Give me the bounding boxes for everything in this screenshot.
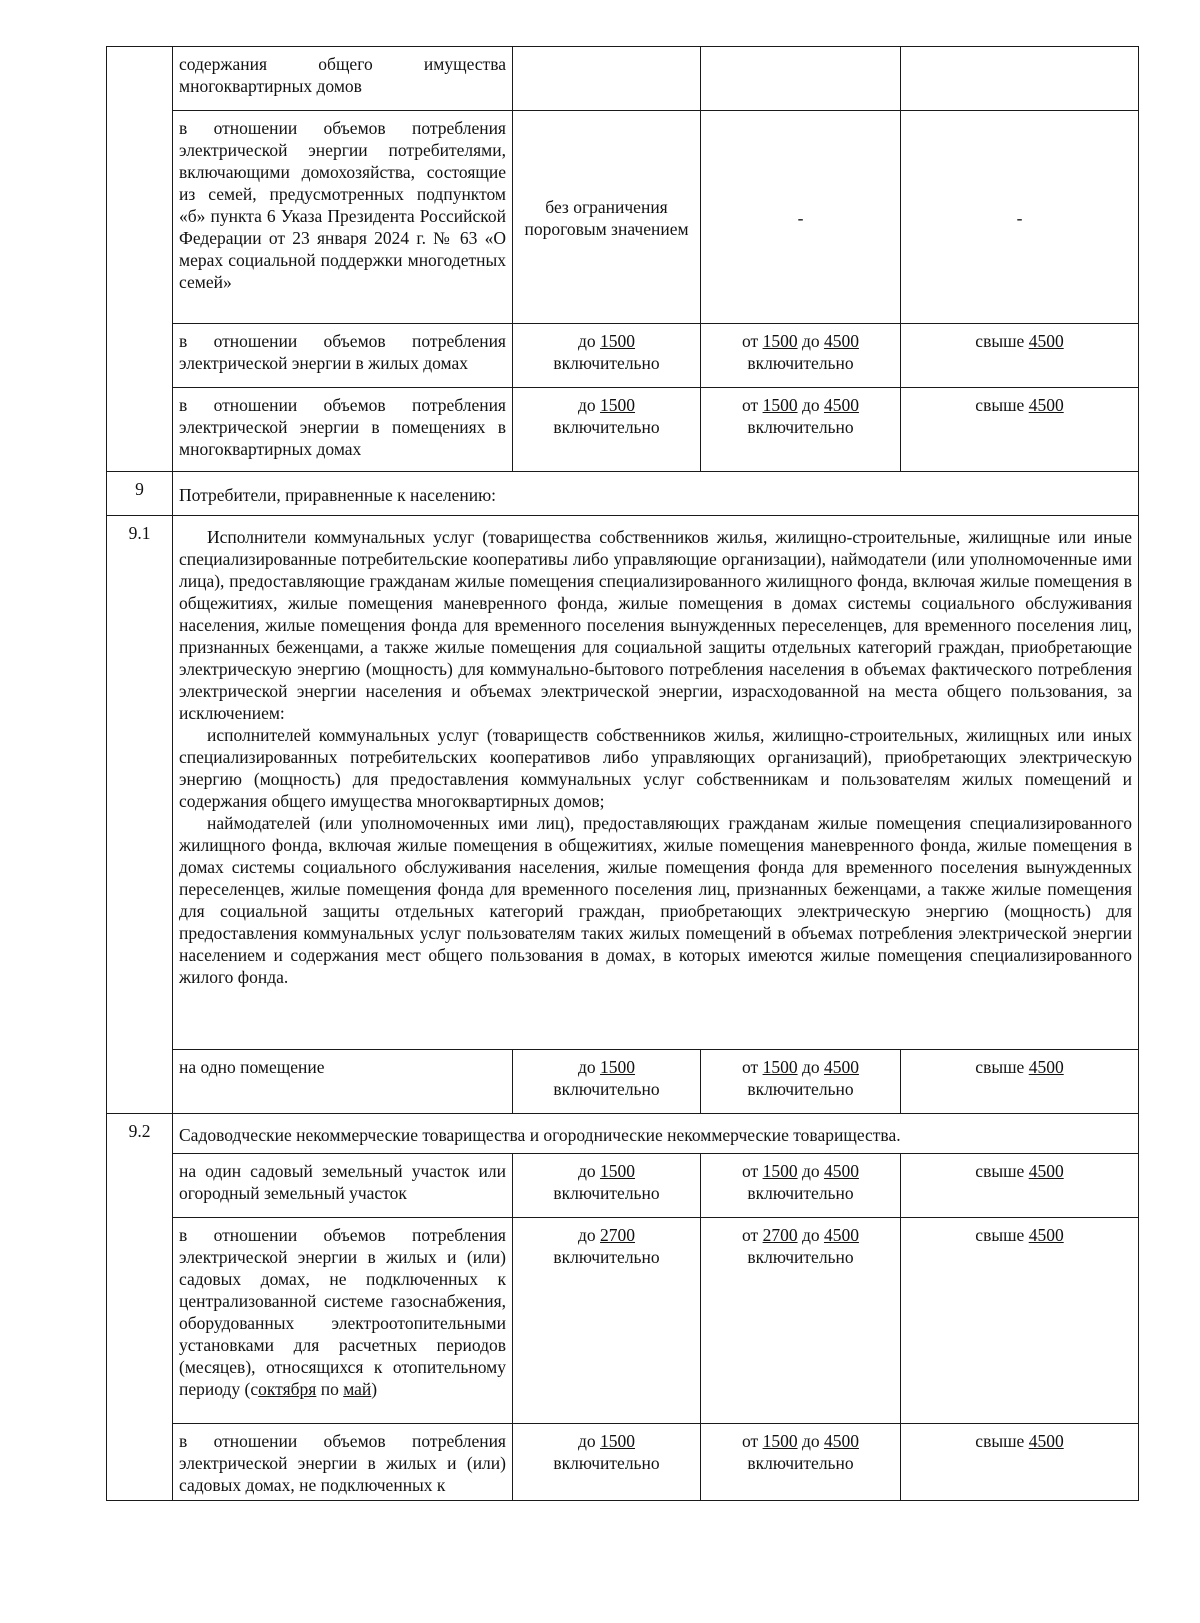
threshold-low-cell: до 1500 включительно: [513, 388, 701, 472]
row-text: на один садовый земельный участок или огородный земельный участок: [173, 1154, 513, 1218]
row-number: 9.1: [107, 516, 173, 1114]
threshold-mid-cell: -: [701, 111, 901, 324]
threshold-high-cell: свыше 4500: [901, 1424, 1139, 1501]
table-row: [107, 1050, 1139, 1114]
subsection-heading: Садоводческие некоммерческие товарищества и огороднические некоммерческие товарищества.: [173, 1114, 1139, 1154]
row-text: в отношении объемов потребления электрической энергии в жилых домах: [173, 324, 513, 388]
threshold-mid-cell: от 1500 до 4500 включительно: [701, 1154, 901, 1218]
threshold-high-cell: свыше 4500: [901, 1154, 1139, 1218]
threshold-low-cell: без ограничения пороговым значением: [513, 111, 701, 324]
threshold-mid-cell: от 2700 до 4500 включительно: [701, 1218, 901, 1424]
paragraph: исполнителей коммунальных услуг (товариществ собственников жилья, жилищно-строительных, жилищных или иных специализированных потребительских кооперативов либо управляющих организаций), приобретающих электрическую энергию (мощность) для предоставления коммунальных услуг собственникам и пользователям жилых помещений и содержания общего имущества многоквартирных домов;: [179, 725, 1132, 811]
threshold-high-cell: -: [901, 111, 1139, 324]
table-row: [107, 111, 1139, 324]
table-row: [107, 472, 1139, 516]
threshold-mid-cell: от 1500 до 4500 включительно: [701, 388, 901, 472]
threshold-mid-cell: от 1500 до 4500 включительно: [701, 1424, 901, 1501]
table-row: [107, 1114, 1139, 1154]
row-text: в отношении объемов потребления электрической энергии в жилых и (или) садовых домах, не подключенных к: [173, 1424, 513, 1501]
threshold-low-cell: до 1500 включительно: [513, 1154, 701, 1218]
table-row: [107, 516, 1139, 1050]
table-row: [107, 1154, 1139, 1218]
row-text: в отношении объемов потребления электрической энергии в жилых и (или) садовых домах, не подключенных к централизованной системе газоснабжения, оборудованных электроотопительными установками для расчетных периодов (месяцев), относящихся к отопительному периоду (соктября по май): [173, 1218, 513, 1424]
threshold-low-cell: до 1500 включительно: [513, 1424, 701, 1501]
table-row: [107, 324, 1139, 388]
row-description: [173, 516, 1139, 1050]
threshold-low-cell: до 2700 включительно: [513, 1218, 701, 1424]
threshold-low-cell: [513, 47, 701, 111]
table-row: [107, 1218, 1139, 1424]
row-text: на одно помещение: [173, 1050, 513, 1114]
threshold-low-cell: до 1500 включительно: [513, 1050, 701, 1114]
threshold-high-cell: [901, 47, 1139, 111]
row-number: 9: [107, 472, 173, 516]
tariff-thresholds-table: [106, 46, 1139, 1501]
paragraph: Исполнители коммунальных услуг (товарищества собственников жилья, жилищно-строительные, жилищные или иные специализированные потребительские кооперативы либо управляющие организации), наймодатели (или уполномоченные ими лица), предоставляющие гражданам жилые помещения специализированного жилищного фонда, включая жилые помещения в общежитиях, жилые помещения маневренного фонда, жилые помещения в домах системы социального обслуживания населения, жилые помещения фонда для временного поселения вынужденных переселенцев, для временного поселения лиц, признанных беженцами, а также жилые помещения для социальной защиты отдельных категорий граждан, приобретающие электрическую энергию (мощность) для коммунально-бытового потребления населения в объемах фактического потребления электрической энергии населения и объемах электрической энергии, израсходованной на места общего пользования, за исключением:: [179, 527, 1132, 723]
table-row: [107, 388, 1139, 472]
table-row: [107, 1424, 1139, 1501]
threshold-mid-cell: [701, 47, 901, 111]
threshold-low-cell: до 1500 включительно: [513, 324, 701, 388]
threshold-high-cell: свыше 4500: [901, 1050, 1139, 1114]
row-text: в отношении объемов потребления электрической энергии в помещениях в многоквартирных домах: [173, 388, 513, 472]
row-number: 9.2: [107, 1114, 173, 1501]
threshold-high-cell: свыше 4500: [901, 388, 1139, 472]
threshold-mid-cell: от 1500 до 4500 включительно: [701, 324, 901, 388]
row-number-cell: [107, 47, 173, 472]
row-text: содержания общего имущества многоквартирных домов: [173, 47, 513, 111]
table-row: [107, 47, 1139, 111]
threshold-high-cell: свыше 4500: [901, 1218, 1139, 1424]
paragraph: наймодателей (или уполномоченных ими лиц), предоставляющих гражданам жилые помещения специализированного жилищного фонда, включая жилые помещения в общежитиях, жилые помещения маневренного фонда, жилые помещения в домах системы социального обслуживания населения, жилые помещения фонда для временного поселения вынужденных переселенцев, жилые помещения фонда для временного поселения лиц, признанных беженцами, а также жилые помещения для социальной защиты отдельных категорий граждан, приобретающих электрическую энергию (мощность) для предоставления коммунальных услуг пользователям таких жилых помещений в объемах потребления электрической энергии населением и содержания мест общего пользования в домах, в которых имеются жилые помещения специализированного жилого фонда.: [179, 813, 1132, 987]
row-text: в отношении объемов потребления электрической энергии потребителями, включающими домохозяйства, состоящие из семей, предусмотренных подпунктом «б» пункта 6 Указа Президента Российской Федерации от 23 января 2024 г. № 63 «О мерах социальной поддержки многодетных семей»: [173, 111, 513, 324]
threshold-high-cell: свыше 4500: [901, 324, 1139, 388]
section-heading: Потребители, приравненные к населению:: [173, 472, 1139, 516]
threshold-mid-cell: от 1500 до 4500 включительно: [701, 1050, 901, 1114]
